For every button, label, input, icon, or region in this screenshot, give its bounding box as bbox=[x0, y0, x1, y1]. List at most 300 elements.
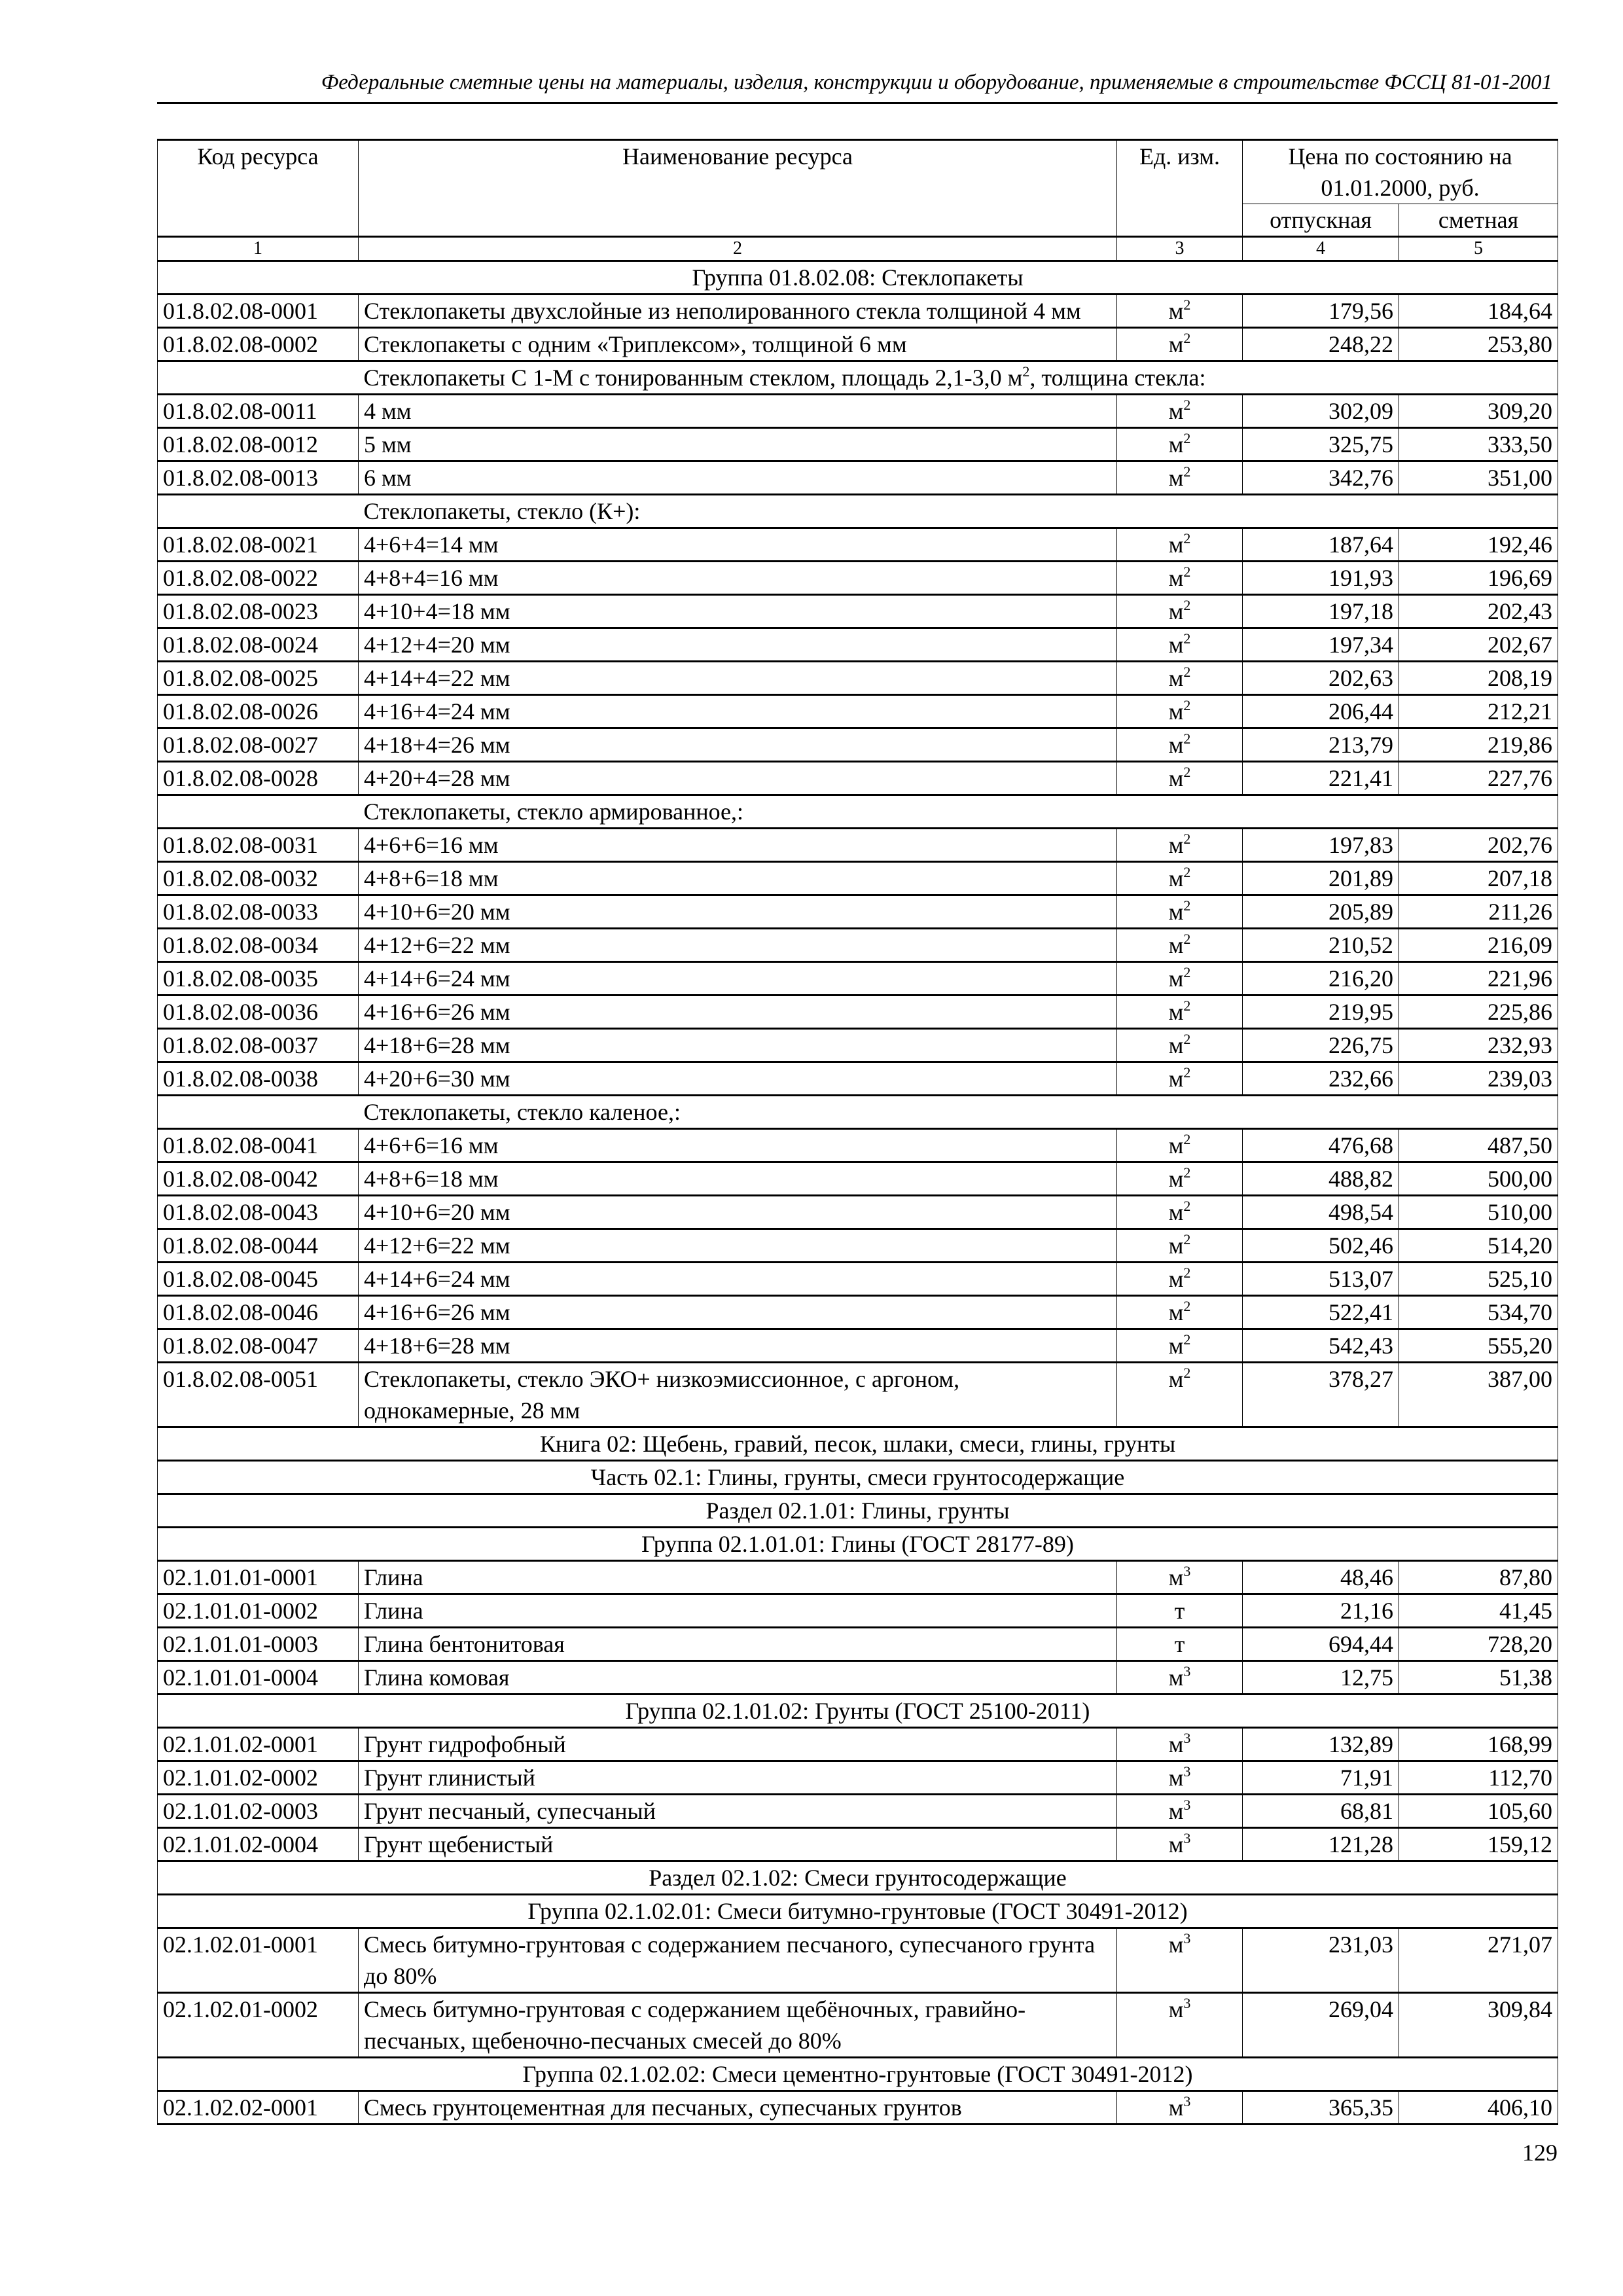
price-estimate: 525,10 bbox=[1399, 1263, 1558, 1296]
price-estimate: 487,50 bbox=[1399, 1129, 1558, 1162]
subheading-spacer bbox=[158, 1096, 359, 1129]
unit: м bbox=[1168, 732, 1184, 758]
unit: т bbox=[1174, 1631, 1185, 1657]
unit-cell bbox=[1117, 1594, 1243, 1628]
unit-cell bbox=[1117, 1062, 1243, 1096]
price-estimate: 168,99 bbox=[1399, 1728, 1558, 1761]
table-row bbox=[158, 1661, 1558, 1695]
resource-code: 01.8.02.08-0037 bbox=[158, 1029, 359, 1062]
unit: м bbox=[1168, 765, 1184, 791]
resource-name: 4+12+6=22 мм bbox=[359, 929, 1117, 962]
unit: т bbox=[1174, 1598, 1185, 1624]
column-number: 4 bbox=[1243, 237, 1399, 261]
section-heading: Раздел 02.1.01: Глины, грунты bbox=[158, 1494, 1558, 1528]
unit-cell bbox=[1117, 295, 1243, 328]
unit: м bbox=[1168, 1032, 1184, 1058]
resource-name: 4+16+6=26 мм bbox=[359, 1296, 1117, 1329]
unit-exponent: 2 bbox=[1183, 564, 1191, 580]
price-release: 201,89 bbox=[1243, 862, 1399, 895]
subheading-text-after: , толщина стекла: bbox=[1029, 365, 1206, 391]
unit: м bbox=[1168, 1831, 1184, 1857]
price-estimate: 207,18 bbox=[1399, 862, 1558, 895]
resource-code: 02.1.02.01-0001 bbox=[158, 1928, 359, 1993]
unit-cell bbox=[1117, 428, 1243, 461]
resource-name: Смесь битумно-грунтовая с содержанием щебёночных, гравийно- песчаных, щебеночно-песчаных смесей до 80% bbox=[359, 1993, 1117, 2058]
price-release: 202,63 bbox=[1243, 662, 1399, 695]
table-body bbox=[158, 261, 1558, 2125]
subheading bbox=[359, 361, 1558, 395]
table-row bbox=[158, 1329, 1558, 1363]
price-release: 71,91 bbox=[1243, 1761, 1399, 1795]
table-row bbox=[158, 1196, 1558, 1229]
price-release: 210,52 bbox=[1243, 929, 1399, 962]
price-estimate: 216,09 bbox=[1399, 929, 1558, 962]
price-estimate: 406,10 bbox=[1399, 2091, 1558, 2125]
resource-name: 4+6+6=16 мм bbox=[359, 1129, 1117, 1162]
group-heading-row bbox=[158, 261, 1558, 295]
price-release: 325,75 bbox=[1243, 428, 1399, 461]
table-header bbox=[158, 140, 1558, 261]
table-row bbox=[158, 1263, 1558, 1296]
price-release: 216,20 bbox=[1243, 962, 1399, 996]
unit-exponent: 2 bbox=[1183, 1265, 1191, 1281]
resource-name: 4+18+6=28 мм bbox=[359, 1329, 1117, 1363]
unit-exponent: 2 bbox=[1183, 997, 1191, 1014]
resource-code: 01.8.02.08-0041 bbox=[158, 1129, 359, 1162]
unit-cell bbox=[1117, 762, 1243, 795]
unit-cell bbox=[1117, 1795, 1243, 1828]
table-row bbox=[158, 1828, 1558, 1861]
resource-code: 01.8.02.08-0046 bbox=[158, 1296, 359, 1329]
resource-code: 01.8.02.08-0036 bbox=[158, 996, 359, 1029]
resource-code: 01.8.02.08-0033 bbox=[158, 895, 359, 929]
group-heading-row bbox=[158, 1895, 1558, 1928]
unit: м bbox=[1168, 1366, 1184, 1392]
resource-name: 4+16+4=24 мм bbox=[359, 695, 1117, 728]
section-heading-row bbox=[158, 1494, 1558, 1528]
unit: м bbox=[1168, 1232, 1184, 1259]
group-heading: Группа 02.1.01.02: Грунты (ГОСТ 25100-2011) bbox=[158, 1695, 1558, 1728]
price-estimate: 510,00 bbox=[1399, 1196, 1558, 1229]
table-row bbox=[158, 895, 1558, 929]
subheading-spacer bbox=[158, 495, 359, 528]
unit: м bbox=[1168, 865, 1184, 891]
table-row bbox=[158, 1561, 1558, 1594]
price-release: 187,64 bbox=[1243, 528, 1399, 562]
group-heading: Группа 02.1.02.01: Смеси битумно-грунтовые (ГОСТ 30491-2012) bbox=[158, 1895, 1558, 1928]
table-row bbox=[158, 662, 1558, 695]
price-estimate: 514,20 bbox=[1399, 1229, 1558, 1263]
subheading-text: Стеклопакеты, стекло армированное,: bbox=[363, 798, 744, 825]
resource-code: 01.8.02.08-0022 bbox=[158, 562, 359, 595]
unit-cell bbox=[1117, 929, 1243, 962]
resource-code: 02.1.01.02-0001 bbox=[158, 1728, 359, 1761]
price-release: 378,27 bbox=[1243, 1363, 1399, 1427]
price-estimate: 387,00 bbox=[1399, 1363, 1558, 1427]
unit: м bbox=[1168, 632, 1184, 658]
book-heading-row bbox=[158, 1427, 1558, 1461]
unit-cell bbox=[1117, 1993, 1243, 2058]
unit-exponent: 2 bbox=[1183, 964, 1191, 980]
price-estimate: 159,12 bbox=[1399, 1828, 1558, 1861]
table-row bbox=[158, 1594, 1558, 1628]
resource-name: 4+10+6=20 мм bbox=[359, 1196, 1117, 1229]
unit-exponent: 2 bbox=[1183, 730, 1191, 747]
price-estimate: 219,86 bbox=[1399, 728, 1558, 762]
price-release: 221,41 bbox=[1243, 762, 1399, 795]
subheading-spacer bbox=[158, 795, 359, 829]
price-estimate: 227,76 bbox=[1399, 762, 1558, 795]
unit: м bbox=[1168, 431, 1184, 457]
unit-exponent: 3 bbox=[1183, 1563, 1191, 1579]
unit-exponent: 2 bbox=[1183, 1198, 1191, 1214]
price-release: 513,07 bbox=[1243, 1263, 1399, 1296]
resource-code: 01.8.02.08-0002 bbox=[158, 328, 359, 361]
resource-code: 01.8.02.08-0011 bbox=[158, 395, 359, 428]
price-release: 191,93 bbox=[1243, 562, 1399, 595]
unit: м bbox=[1168, 1166, 1184, 1192]
price-estimate: 51,38 bbox=[1399, 1661, 1558, 1695]
subheading-text: Стеклопакеты С 1-М с тонированным стеклом, площадь 2,1-3,0 м bbox=[363, 365, 1023, 391]
unit: м bbox=[1168, 1664, 1184, 1691]
price-release: 197,34 bbox=[1243, 628, 1399, 662]
resource-name: Смесь грунтоцементная для песчаных, супесчаных грунтов bbox=[359, 2091, 1117, 2125]
unit: м bbox=[1168, 665, 1184, 691]
header-rule bbox=[157, 102, 1558, 104]
group-heading-row bbox=[158, 1695, 1558, 1728]
unit: м bbox=[1168, 531, 1184, 558]
resource-name: 4+8+6=18 мм bbox=[359, 862, 1117, 895]
resource-name: 4+16+6=26 мм bbox=[359, 996, 1117, 1029]
unit-exponent: 3 bbox=[1183, 1830, 1191, 1846]
unit-cell bbox=[1117, 829, 1243, 862]
unit-exponent: 2 bbox=[1183, 1298, 1191, 1314]
resource-code: 01.8.02.08-0001 bbox=[158, 295, 359, 328]
price-estimate: 192,46 bbox=[1399, 528, 1558, 562]
resource-name: 6 мм bbox=[359, 461, 1117, 495]
unit-exponent: 2 bbox=[1183, 697, 1191, 713]
resource-name: 4+10+4=18 мм bbox=[359, 595, 1117, 628]
unit-exponent: 3 bbox=[1183, 1763, 1191, 1780]
table-row bbox=[158, 1129, 1558, 1162]
price-release: 542,43 bbox=[1243, 1329, 1399, 1363]
price-release: 121,28 bbox=[1243, 1828, 1399, 1861]
resource-code: 02.1.01.02-0004 bbox=[158, 1828, 359, 1861]
table-row bbox=[158, 762, 1558, 795]
price-release: 694,44 bbox=[1243, 1628, 1399, 1661]
running-header: Федеральные сметные цены на материалы, изделия, конструкции и оборудование, применяемые в строительстве ФССЦ 81-01-2001 bbox=[321, 71, 1552, 94]
price-release: 179,56 bbox=[1243, 295, 1399, 328]
resource-code: 01.8.02.08-0026 bbox=[158, 695, 359, 728]
unit-exponent: 2 bbox=[1183, 664, 1191, 680]
resource-name: Глина bbox=[359, 1594, 1117, 1628]
table-row bbox=[158, 562, 1558, 595]
resource-code: 01.8.02.08-0034 bbox=[158, 929, 359, 962]
table-row bbox=[158, 996, 1558, 1029]
price-estimate: 309,20 bbox=[1399, 395, 1558, 428]
unit-exponent: 3 bbox=[1183, 1995, 1191, 2011]
price-estimate: 534,70 bbox=[1399, 1296, 1558, 1329]
price-estimate: 184,64 bbox=[1399, 295, 1558, 328]
price-estimate: 253,80 bbox=[1399, 328, 1558, 361]
unit: м bbox=[1168, 1731, 1184, 1757]
table-row bbox=[158, 1229, 1558, 1263]
price-release: 302,09 bbox=[1243, 395, 1399, 428]
price-release: 197,18 bbox=[1243, 595, 1399, 628]
table-row bbox=[158, 862, 1558, 895]
price-estimate: 333,50 bbox=[1399, 428, 1558, 461]
unit: м bbox=[1168, 1996, 1184, 2022]
resource-code: 02.1.01.01-0001 bbox=[158, 1561, 359, 1594]
price-release: 476,68 bbox=[1243, 1129, 1399, 1162]
group-heading-row bbox=[158, 1528, 1558, 1561]
resource-code: 02.1.01.01-0004 bbox=[158, 1661, 359, 1695]
resource-code: 01.8.02.08-0047 bbox=[158, 1329, 359, 1363]
resource-name: 4+20+4=28 мм bbox=[359, 762, 1117, 795]
unit: м bbox=[1168, 465, 1184, 491]
resource-name: 4+12+6=22 мм bbox=[359, 1229, 1117, 1263]
price-estimate: 105,60 bbox=[1399, 1795, 1558, 1828]
part-heading: Часть 02.1: Глины, грунты, смеси грунтосодержащие bbox=[158, 1461, 1558, 1494]
unit-exponent: 3 bbox=[1183, 1663, 1191, 1679]
resource-code: 01.8.02.08-0038 bbox=[158, 1062, 359, 1096]
unit-exponent: 2 bbox=[1183, 597, 1191, 613]
price-estimate: 211,26 bbox=[1399, 895, 1558, 929]
price-estimate: 271,07 bbox=[1399, 1928, 1558, 1993]
price-estimate: 112,70 bbox=[1399, 1761, 1558, 1795]
unit-exponent: 2 bbox=[1183, 530, 1191, 547]
unit: м bbox=[1168, 899, 1184, 925]
subheading bbox=[359, 1096, 1558, 1129]
resource-name: Грунт песчаный, супесчаный bbox=[359, 1795, 1117, 1828]
resource-name: 4 мм bbox=[359, 395, 1117, 428]
subheading-exponent: 2 bbox=[1022, 363, 1030, 380]
subheading-spacer bbox=[158, 361, 359, 395]
unit-cell bbox=[1117, 662, 1243, 695]
price-release: 502,46 bbox=[1243, 1229, 1399, 1263]
header-price-release: отпускная bbox=[1243, 204, 1399, 237]
unit: м bbox=[1168, 932, 1184, 958]
resource-code: 01.8.02.08-0032 bbox=[158, 862, 359, 895]
subheading-row bbox=[158, 1096, 1558, 1129]
resource-code: 01.8.02.08-0035 bbox=[158, 962, 359, 996]
price-release: 226,75 bbox=[1243, 1029, 1399, 1062]
price-release: 68,81 bbox=[1243, 1795, 1399, 1828]
price-release: 132,89 bbox=[1243, 1728, 1399, 1761]
resource-code: 01.8.02.08-0021 bbox=[158, 528, 359, 562]
unit-cell bbox=[1117, 1329, 1243, 1363]
subheading-text: Стеклопакеты, стекло (К+): bbox=[363, 498, 641, 524]
price-estimate: 351,00 bbox=[1399, 461, 1558, 495]
table-row bbox=[158, 628, 1558, 662]
unit-exponent: 3 bbox=[1183, 1930, 1191, 1946]
unit-cell bbox=[1117, 862, 1243, 895]
resource-name: 4+20+6=30 мм bbox=[359, 1062, 1117, 1096]
table-row bbox=[158, 1029, 1558, 1062]
resource-name: 4+14+4=22 мм bbox=[359, 662, 1117, 695]
resource-code: 01.8.02.08-0013 bbox=[158, 461, 359, 495]
price-estimate: 232,93 bbox=[1399, 1029, 1558, 1062]
unit-exponent: 2 bbox=[1183, 1064, 1191, 1081]
unit-cell bbox=[1117, 895, 1243, 929]
resource-name: 4+12+4=20 мм bbox=[359, 628, 1117, 662]
unit-cell bbox=[1117, 1761, 1243, 1795]
price-estimate: 196,69 bbox=[1399, 562, 1558, 595]
price-estimate: 500,00 bbox=[1399, 1162, 1558, 1196]
unit-exponent: 2 bbox=[1183, 330, 1191, 346]
resource-code: 01.8.02.08-0043 bbox=[158, 1196, 359, 1229]
unit-exponent: 2 bbox=[1183, 296, 1191, 313]
unit-cell bbox=[1117, 1029, 1243, 1062]
table-row bbox=[158, 829, 1558, 862]
resource-code: 02.1.01.01-0002 bbox=[158, 1594, 359, 1628]
unit-cell bbox=[1117, 1628, 1243, 1661]
column-number: 1 bbox=[158, 237, 359, 261]
subheading-row bbox=[158, 795, 1558, 829]
table-row bbox=[158, 1296, 1558, 1329]
unit: м bbox=[1168, 598, 1184, 624]
price-estimate: 225,86 bbox=[1399, 996, 1558, 1029]
unit-cell bbox=[1117, 996, 1243, 1029]
table-row bbox=[158, 528, 1558, 562]
table-row bbox=[158, 1993, 1558, 2058]
price-estimate: 728,20 bbox=[1399, 1628, 1558, 1661]
resource-code: 02.1.01.01-0003 bbox=[158, 1628, 359, 1661]
unit-cell bbox=[1117, 2091, 1243, 2125]
unit-cell bbox=[1117, 1561, 1243, 1594]
header-price-line1: Цена по состоянию на bbox=[1288, 143, 1512, 170]
price-release: 522,41 bbox=[1243, 1296, 1399, 1329]
group-heading: Группа 02.1.01.01: Глины (ГОСТ 28177-89) bbox=[158, 1528, 1558, 1561]
unit: м bbox=[1168, 832, 1184, 858]
header-price-line2: 01.01.2000, руб. bbox=[1321, 175, 1480, 201]
price-release: 498,54 bbox=[1243, 1196, 1399, 1229]
unit-cell bbox=[1117, 1828, 1243, 1861]
price-release: 12,75 bbox=[1243, 1661, 1399, 1695]
resource-name: 4+8+6=18 мм bbox=[359, 1162, 1117, 1196]
table-row bbox=[158, 428, 1558, 461]
resource-name: Глина bbox=[359, 1561, 1117, 1594]
unit-cell bbox=[1117, 628, 1243, 662]
table-row bbox=[158, 695, 1558, 728]
table-row bbox=[158, 328, 1558, 361]
group-heading-row bbox=[158, 2058, 1558, 2091]
column-number-row bbox=[158, 237, 1558, 261]
unit: м bbox=[1168, 698, 1184, 725]
price-estimate: 202,67 bbox=[1399, 628, 1558, 662]
table-row bbox=[158, 2091, 1558, 2125]
unit-cell bbox=[1117, 562, 1243, 595]
resource-name: Грунт гидрофобный bbox=[359, 1728, 1117, 1761]
unit-exponent: 2 bbox=[1183, 864, 1191, 880]
resource-code: 01.8.02.08-0027 bbox=[158, 728, 359, 762]
column-number: 5 bbox=[1399, 237, 1558, 261]
unit: м bbox=[1168, 565, 1184, 591]
header-price-estimate: сметная bbox=[1399, 204, 1558, 237]
price-release: 213,79 bbox=[1243, 728, 1399, 762]
unit-cell bbox=[1117, 1162, 1243, 1196]
page-number: 129 bbox=[1522, 2140, 1558, 2166]
price-release: 342,76 bbox=[1243, 461, 1399, 495]
resource-name: Грунт щебенистый bbox=[359, 1828, 1117, 1861]
price-release: 232,66 bbox=[1243, 1062, 1399, 1096]
resource-name: 4+10+6=20 мм bbox=[359, 895, 1117, 929]
resource-name: 4+14+6=24 мм bbox=[359, 962, 1117, 996]
unit: м bbox=[1168, 2094, 1184, 2121]
resource-name: 4+6+6=16 мм bbox=[359, 829, 1117, 862]
unit: м bbox=[1168, 1299, 1184, 1325]
resource-name: Стеклопакеты, стекло ЭКО+ низкоэмиссионное, с аргоном, однокамерные, 28 мм bbox=[359, 1363, 1117, 1427]
unit-cell bbox=[1117, 461, 1243, 495]
unit-exponent: 2 bbox=[1183, 764, 1191, 780]
price-estimate: 212,21 bbox=[1399, 695, 1558, 728]
table-row bbox=[158, 295, 1558, 328]
unit-cell bbox=[1117, 1229, 1243, 1263]
resource-name: Стеклопакеты с одним «Триплексом», толщиной 6 мм bbox=[359, 328, 1117, 361]
unit-exponent: 2 bbox=[1183, 397, 1191, 413]
unit: м bbox=[1168, 1931, 1184, 1958]
subheading-text: Стеклопакеты, стекло каленое,: bbox=[363, 1099, 681, 1125]
unit: м bbox=[1168, 999, 1184, 1025]
resource-code: 01.8.02.08-0031 bbox=[158, 829, 359, 862]
resource-code: 01.8.02.08-0051 bbox=[158, 1363, 359, 1427]
resource-name: 4+18+4=26 мм bbox=[359, 728, 1117, 762]
resource-code: 01.8.02.08-0042 bbox=[158, 1162, 359, 1196]
header-price-group bbox=[1243, 140, 1558, 204]
group-heading: Группа 01.8.02.08: Стеклопакеты bbox=[158, 261, 1558, 295]
price-release: 231,03 bbox=[1243, 1928, 1399, 1993]
resource-name: Стеклопакеты двухслойные из неполированного стекла толщиной 4 мм bbox=[359, 295, 1117, 328]
price-release: 206,44 bbox=[1243, 695, 1399, 728]
unit-exponent: 2 bbox=[1183, 430, 1191, 446]
unit: м bbox=[1168, 1132, 1184, 1158]
unit-cell bbox=[1117, 1263, 1243, 1296]
table-row bbox=[158, 1628, 1558, 1661]
resource-name: 4+14+6=24 мм bbox=[359, 1263, 1117, 1296]
unit-exponent: 2 bbox=[1183, 1031, 1191, 1047]
price-estimate: 208,19 bbox=[1399, 662, 1558, 695]
unit-exponent: 2 bbox=[1183, 463, 1191, 480]
price-estimate: 202,76 bbox=[1399, 829, 1558, 862]
unit-exponent: 3 bbox=[1183, 2093, 1191, 2109]
book-heading: Книга 02: Щебень, гравий, песок, шлаки, смеси, глины, грунты bbox=[158, 1427, 1558, 1461]
unit-cell bbox=[1117, 1928, 1243, 1993]
resource-code: 01.8.02.08-0028 bbox=[158, 762, 359, 795]
price-estimate: 41,45 bbox=[1399, 1594, 1558, 1628]
resource-name: Грунт глинистый bbox=[359, 1761, 1117, 1795]
resource-code: 01.8.02.08-0025 bbox=[158, 662, 359, 695]
unit-exponent: 2 bbox=[1183, 1365, 1191, 1381]
resource-name: Глина бентонитовая bbox=[359, 1628, 1117, 1661]
resource-code: 02.1.01.02-0003 bbox=[158, 1795, 359, 1828]
unit-cell bbox=[1117, 1728, 1243, 1761]
table-row bbox=[158, 929, 1558, 962]
header-code: Код ресурса bbox=[158, 140, 359, 237]
table-row bbox=[158, 728, 1558, 762]
resource-name: Глина комовая bbox=[359, 1661, 1117, 1695]
header-name: Наименование ресурса bbox=[359, 140, 1117, 237]
price-estimate: 221,96 bbox=[1399, 962, 1558, 996]
unit: м bbox=[1168, 331, 1184, 357]
price-release: 365,35 bbox=[1243, 2091, 1399, 2125]
group-heading: Группа 02.1.02.02: Смеси цементно-грунтовые (ГОСТ 30491-2012) bbox=[158, 2058, 1558, 2091]
resource-code: 02.1.02.02-0001 bbox=[158, 2091, 359, 2125]
price-release: 197,83 bbox=[1243, 829, 1399, 862]
unit: м bbox=[1168, 1199, 1184, 1225]
price-estimate: 202,43 bbox=[1399, 595, 1558, 628]
resource-code: 02.1.01.02-0002 bbox=[158, 1761, 359, 1795]
unit: м bbox=[1168, 298, 1184, 324]
